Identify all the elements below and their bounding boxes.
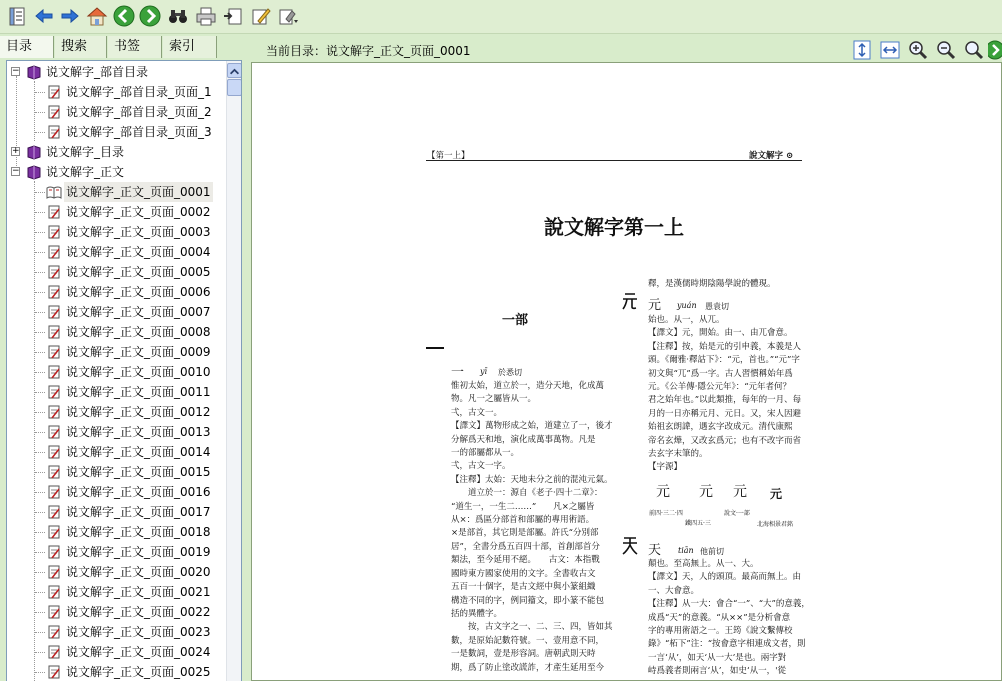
fit-height-icon[interactable]	[851, 39, 873, 61]
prev-page-icon[interactable]	[112, 4, 136, 28]
tab-index[interactable]: 索引	[163, 36, 217, 58]
forward-arrow-icon[interactable]	[58, 4, 82, 28]
book-icon	[26, 164, 42, 180]
page-title: 說文解字第一上	[544, 215, 684, 239]
page-icon	[46, 84, 62, 100]
tree-item[interactable]: 说文解字_正文_页面_0019	[7, 542, 225, 562]
settings-dropdown-icon[interactable]	[277, 4, 301, 28]
text-line: 【譯文】天，人的頭頂。最高而無上。由	[648, 572, 802, 583]
page-icon	[46, 464, 62, 480]
tree-item[interactable]: 说文解字_正文_页面_0017	[7, 502, 225, 522]
tree-group-main-text[interactable]: − 说文解字_正文	[12, 165, 125, 179]
tree-item[interactable]: 说文解字_部首目录_页面_3	[7, 122, 225, 142]
tree-item[interactable]: 说文解字_正文_页面_0006	[7, 282, 225, 302]
page-icon	[46, 584, 62, 600]
fit-width-icon[interactable]	[879, 39, 901, 61]
text-line: 弌，古文一。	[451, 407, 503, 418]
tree-item[interactable]: 说文解字_正文_页面_0005	[7, 262, 225, 282]
text-line: 一的部屬都从一。	[451, 448, 520, 459]
tree-item[interactable]: 说文解字_正文_页面_0002	[7, 202, 225, 222]
ziyuan-label: 前四·三二·四	[649, 510, 683, 517]
tree-item[interactable]: 说文解字_正文_页面_0025	[7, 662, 225, 681]
toc-tree-panel	[6, 60, 242, 681]
tree-item[interactable]: 说文解字_正文_页面_0003	[7, 222, 225, 242]
entry-head-yuan: 元	[648, 298, 662, 313]
text-line: 字的專用術語之一。王筠《說文繫傳校	[648, 626, 793, 637]
text-line: 頭。《爾雅·釋詁下》：“元，首也。”“元”字	[648, 355, 800, 366]
tree-item[interactable]: 说文解字_正文_页面_0010	[7, 362, 225, 382]
text-line: 分解爲天和地，演化成萬事萬物。凡是	[451, 434, 596, 445]
text-line: 元。《公羊傳·隱公元年》：“元年者何？	[648, 382, 792, 393]
zoom-in-icon[interactable]	[907, 39, 929, 61]
seal-glyph-yuan	[622, 291, 638, 316]
ziyuan-form: 元	[770, 487, 783, 501]
text-line: 【注釋】太始：天地未分之前的混沌元氣。	[451, 474, 613, 485]
tree-item[interactable]: 说文解字_正文_页面_0007	[7, 302, 225, 322]
text-line: 始祖玄朗諱，遇玄字改成元。清代康熙	[648, 422, 793, 433]
entry-head-yi: 一	[451, 365, 465, 380]
tree-item[interactable]: 说文解字_正文_页面_0024	[7, 642, 225, 662]
page-header-right: 說文解字 ⊙	[749, 151, 794, 161]
toc-icon[interactable]	[5, 4, 29, 28]
next-page-icon[interactable]	[138, 4, 162, 28]
text-line: 【注釋】按，始是元的引申義，本義是人	[648, 341, 802, 352]
page-icon	[46, 544, 62, 560]
text-line: 國時東方國家使用的文字。全書收古文	[451, 568, 596, 579]
binoculars-icon[interactable]	[166, 4, 190, 28]
text-line: 錄》“柘下”注：“按會意字相連成文者，則	[648, 639, 806, 650]
tree-group-radical-index[interactable]: − 说文解字_部首目录	[12, 65, 149, 79]
tree-item[interactable]: 说文解字_正文_页面_0016	[7, 482, 225, 502]
tab-toc[interactable]: 目录	[0, 36, 54, 58]
text-line: 成爲“天”的意義。“从××”是分析會意	[648, 612, 791, 623]
book-page	[252, 63, 1002, 681]
text-line: 按，古文字之一、二、三、四，皆如其	[451, 622, 613, 633]
page-icon	[46, 664, 62, 680]
text-line: 始也。从一，从兀。	[648, 315, 725, 325]
tree-item[interactable]: 说文解字_正文_页面_0012	[7, 402, 225, 422]
text-line: 惟初太始，道立於一，造分天地，化成萬	[451, 381, 605, 391]
page-icon	[46, 384, 62, 400]
entry-pinyin-yuan: yuán	[677, 301, 697, 310]
page-icon	[46, 484, 62, 500]
entry-pinyin-tian: tiān	[678, 546, 694, 555]
seal-glyph-yi	[426, 347, 444, 349]
printer-icon[interactable]	[194, 4, 218, 28]
page-icon	[46, 504, 62, 520]
section-heading: 一部	[502, 313, 529, 328]
right-column-text	[648, 314, 801, 475]
right-column-text-2	[648, 558, 810, 679]
page-icon	[46, 524, 62, 540]
text-line: 構造不同的字，例同籀文，即小篆不能包	[451, 595, 605, 606]
toolbar	[0, 0, 1002, 34]
page-icon	[46, 324, 62, 340]
text-line: 期，爲了防止塗改謊詐，才產生延用至今	[451, 662, 605, 673]
text-line: 【譯文】元，開始。由一、由兀會意。	[648, 328, 793, 339]
entry-fanqie-yi: 於悉切	[498, 368, 522, 377]
page-icon	[46, 604, 62, 620]
book-icon	[26, 64, 42, 80]
text-line: ×是部首，其它則是部屬。許氏“分別部	[451, 528, 599, 539]
tree-item[interactable]: 说文解字_正文_页面_0013	[7, 422, 225, 442]
tree-item[interactable]: 说文解字_正文_页面_0020	[7, 562, 225, 582]
text-line: 道立於一：源自《老子·四十二章》：	[451, 488, 603, 499]
text-line: 一、大會意。	[648, 585, 700, 596]
export-icon[interactable]	[221, 4, 245, 28]
zoom-fit-icon[interactable]	[963, 39, 985, 61]
page-icon	[46, 444, 62, 460]
page-icon	[46, 224, 62, 240]
ziyuan-form: 元	[733, 484, 747, 500]
tree-item[interactable]: 说文解字_正文_页面_0001	[7, 182, 225, 202]
page-icon	[46, 124, 62, 140]
right-column-top: 釋，是漢儒時期陰陽學說的體現。	[648, 279, 776, 289]
tree-item[interactable]: 说文解字_正文_页面_0014	[7, 442, 225, 462]
text-line: 物。凡一之屬皆从一。	[451, 394, 537, 405]
text-line: 弌，古文一字。	[451, 461, 511, 472]
entry-head-tian: 天	[648, 543, 662, 558]
ziyuan-label: 北海相景君銘	[757, 521, 794, 528]
page-icon	[46, 564, 62, 580]
entry-fanqie-tian: 他前切	[700, 547, 724, 556]
entry-fanqie-yuan: 愚袁切	[705, 302, 729, 311]
page-icon	[46, 204, 62, 220]
tree-item[interactable]: 说文解字_正文_页面_0009	[7, 342, 225, 362]
page-icon	[46, 344, 62, 360]
page-icon	[46, 364, 62, 380]
tree-item[interactable]: 说文解字_部首目录_页面_2	[7, 102, 225, 122]
page-icon	[46, 104, 62, 120]
nav-tabs	[0, 36, 246, 59]
tree-item[interactable]: 说文解字_正文_页面_0015	[7, 462, 225, 482]
entry-pinyin-yi: yī	[480, 367, 488, 376]
page-header-left: 【第一上】	[427, 151, 470, 161]
page-viewer[interactable]	[251, 62, 1002, 681]
tree-item[interactable]: 说文解字_正文_页面_0021	[7, 582, 225, 602]
ziyuan-form: 元	[699, 484, 713, 500]
seal-glyph-tian	[622, 535, 638, 559]
book-icon	[26, 144, 42, 160]
page-icon	[46, 644, 62, 660]
text-line: 居”，全書分爲五百四十部，首創部首分	[451, 541, 600, 552]
tree-item[interactable]: 说文解字_正文_页面_0018	[7, 522, 225, 542]
home-icon[interactable]	[85, 4, 109, 28]
text-line: 初文與“兀”爲一字。古人習慣稱始年爲	[648, 368, 793, 379]
text-line: 數，是原始記數符號。一、壹用意不同，	[451, 635, 605, 646]
text-line: 括的異體字。	[451, 608, 503, 619]
back-arrow-icon[interactable]	[32, 4, 56, 28]
zoom-out-icon[interactable]	[935, 39, 957, 61]
text-line: 顛也。至高無上。从一、大。	[648, 559, 759, 569]
page-icon	[46, 624, 62, 640]
text-line: “道生一，一生二……” 凡×之屬皆	[451, 501, 595, 512]
tab-search[interactable]: 搜索	[55, 36, 107, 58]
text-line: 五百一十個字，是古文經中與小篆組織	[451, 582, 596, 593]
current-directory-label: 当前目录：说文解字_正文_页面_0001	[266, 44, 471, 58]
text-line: 君之始年也。”以此類推，每年的一月、每	[648, 395, 802, 406]
text-line: 峙爲義者則兩言‘从’，如史‘从一，'從	[648, 666, 786, 677]
text-line: 从×：爲區分部首和部屬的專用術語。	[451, 515, 595, 526]
tree-item[interactable]: 说文解字_正文_页面_0023	[7, 622, 225, 642]
text-line: 帝名玄燁，又改玄爲元；也有不改字而省	[648, 435, 802, 446]
page-icon	[46, 404, 62, 420]
page-icon	[46, 244, 62, 260]
ziyuan-label: 說文·一部	[724, 510, 750, 517]
text-line: 月的一日亦稱元月、元日。又，宋人因避	[648, 408, 802, 419]
page-icon	[46, 284, 62, 300]
scrollbar-thumb[interactable]	[227, 79, 242, 96]
tree-item[interactable]: 说文解字_正文_页面_0004	[7, 242, 225, 262]
text-line: 【譯文】萬物形成之始，道建立了一，後才	[451, 421, 613, 432]
edit-pencil-icon[interactable]	[249, 4, 273, 28]
header-rule	[426, 160, 802, 161]
tree-group-contents[interactable]: + 说文解字_目录	[12, 145, 125, 159]
text-line: 去玄字末筆的。	[648, 449, 708, 460]
text-line: 一是數詞，壹是形容詞。唐朝武則天時	[451, 649, 596, 660]
tree-scrollbar[interactable]	[226, 61, 242, 681]
ziyuan-form: 元	[656, 484, 670, 500]
expand-icon[interactable]: +	[12, 146, 20, 156]
text-line: 類法，至今延用不絕。 古文：本指戰	[451, 555, 600, 566]
page-icon	[46, 304, 62, 320]
tree-item[interactable]: 说文解字_正文_页面_0011	[7, 382, 225, 402]
collapse-icon[interactable]: −	[12, 166, 20, 176]
page-icon	[46, 424, 62, 440]
text-line: 【注釋】从一大：會合“一”、“大”的意義，	[648, 599, 810, 610]
next-green-icon[interactable]	[988, 39, 1002, 61]
ziyuan-label: 鐵四五·三	[685, 520, 711, 527]
scroll-up-icon[interactable]	[227, 63, 242, 78]
text-line: 【字源】	[648, 462, 683, 473]
tree-item[interactable]: 说文解字_部首目录_页面_1	[7, 82, 225, 102]
collapse-icon[interactable]: −	[12, 66, 20, 76]
left-column-text	[451, 380, 613, 675]
tree-item[interactable]: 说文解字_正文_页面_0022	[7, 602, 225, 622]
toc-tree	[7, 61, 225, 681]
page-icon	[46, 264, 62, 280]
open-book-icon	[46, 184, 62, 200]
text-line: 一言‘从’，如天‘从一大’是也。兩字對	[648, 652, 787, 663]
tree-item[interactable]: 说文解字_正文_页面_0008	[7, 322, 225, 342]
tab-bookmarks[interactable]: 书签	[108, 36, 162, 58]
